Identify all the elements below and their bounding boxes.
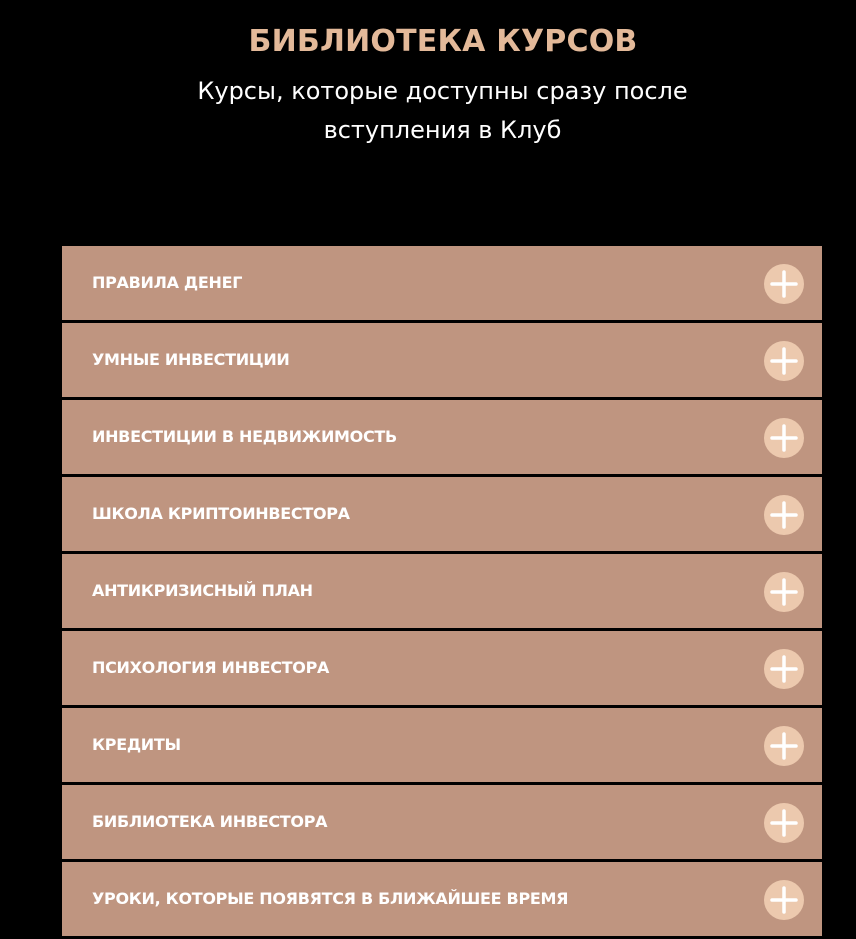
plus-icon <box>764 726 804 766</box>
expand-button[interactable] <box>764 341 804 381</box>
expand-button[interactable] <box>764 418 804 458</box>
expand-button[interactable] <box>764 572 804 612</box>
expand-button[interactable] <box>764 803 804 843</box>
course-item-smart-investments[interactable] <box>62 323 822 397</box>
expand-button[interactable] <box>764 495 804 535</box>
course-item-label: ИНВЕСТИЦИИ В НЕДВИЖИМОСТЬ <box>92 427 397 446</box>
course-item-label: ПРАВИЛА ДЕНЕГ <box>92 273 243 292</box>
course-item-label: КРЕДИТЫ <box>92 735 181 754</box>
expand-button[interactable] <box>764 880 804 920</box>
plus-icon <box>764 572 804 612</box>
course-item-crypto-school[interactable] <box>62 477 822 551</box>
course-item-label: ПСИХОЛОГИЯ ИНВЕСТОРА <box>92 658 330 677</box>
course-item-money-rules[interactable] <box>62 246 822 320</box>
course-item-real-estate[interactable] <box>62 400 822 474</box>
course-item-anticrisis-plan[interactable] <box>62 554 822 628</box>
plus-icon <box>764 341 804 381</box>
course-accordion <box>62 246 822 939</box>
course-item-credits[interactable] <box>62 708 822 782</box>
course-item-label: УРОКИ, КОТОРЫЕ ПОЯВЯТСЯ В БЛИЖАЙШЕЕ ВРЕМЯ <box>92 889 569 908</box>
page-title: БИБЛИОТЕКА КУРСОВ <box>248 24 638 59</box>
expand-button[interactable] <box>764 649 804 689</box>
page-subtitle: Курсы, которые доступны сразу после вступления в Клуб <box>197 77 688 144</box>
plus-icon <box>764 649 804 689</box>
expand-button[interactable] <box>764 264 804 304</box>
plus-icon <box>764 264 804 304</box>
course-item-label: БИБЛИОТЕКА ИНВЕСТОРА <box>92 812 328 831</box>
plus-icon <box>764 803 804 843</box>
course-item-upcoming-lessons[interactable] <box>62 862 822 936</box>
plus-icon <box>764 495 804 535</box>
course-item-investor-library[interactable] <box>62 785 822 859</box>
course-item-label: УМНЫЕ ИНВЕСТИЦИИ <box>92 350 290 369</box>
course-item-label: ШКОЛА КРИПТОИНВЕСТОРА <box>92 504 350 523</box>
course-item-investor-psychology[interactable] <box>62 631 822 705</box>
expand-button[interactable] <box>764 726 804 766</box>
plus-icon <box>764 418 804 458</box>
plus-icon <box>764 880 804 920</box>
course-item-label: АНТИКРИЗИСНЫЙ ПЛАН <box>92 581 313 600</box>
